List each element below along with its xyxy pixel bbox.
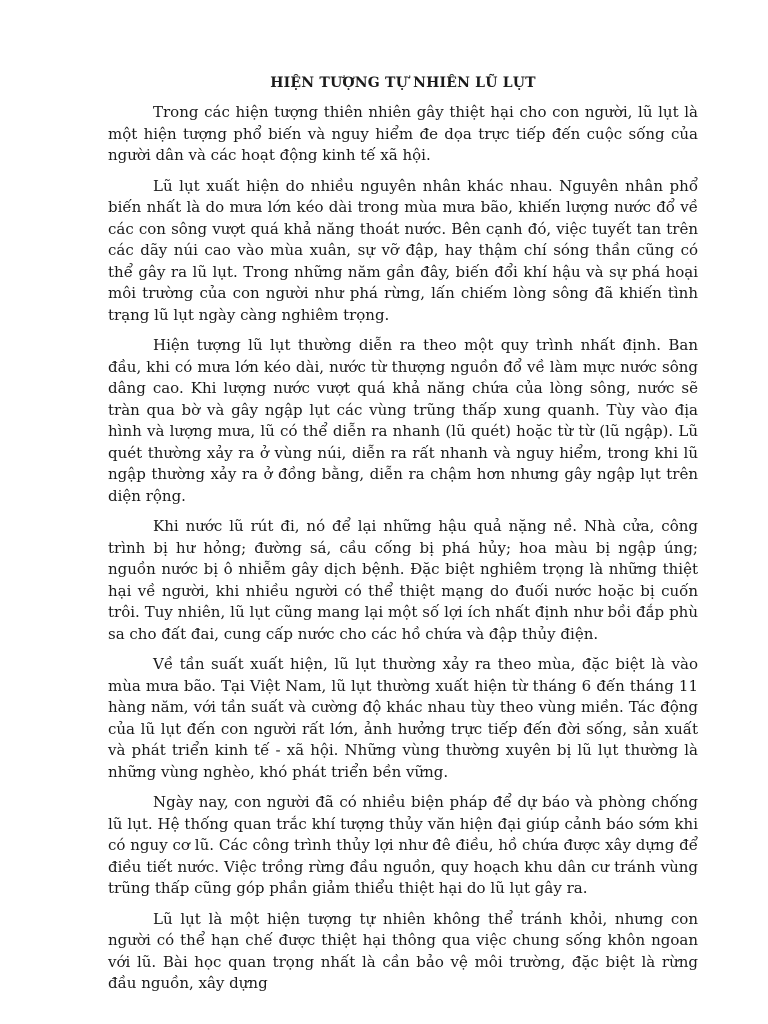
paragraph-consequences: Khi nước lũ rút đi, nó để lại những hậu quả nặng nề. Nhà cửa, công trình bị hư hỏng; đường sá, cầu cống bị phá hủy; hoa màu bị ngập úng; nguồn nước bị ô nhiễm gây dịch bệnh. Đặc biệt nghiêm trọng là những thiệt hại về người, khi nhiều người có thể thiệt mạng do đuối nước hoặc bị cuốn trôi. Tuy nhiên, lũ lụt cũng mang lại một số lợi ích nhất định như bồi đắp phù sa cho đất đai, cung cấp nước cho các hồ chứa và đập thủy điện. (108, 517, 698, 643)
paragraph-process: Hiện tượng lũ lụt thường diễn ra theo một quy trình nhất định. Ban đầu, khi có mưa lớn kéo dài, nước từ thượng nguồn đổ về làm mực nước sông dâng cao. Khi lượng nước vượt quá khả năng chứa của lòng sông, nước sẽ tràn qua bờ và gây ngập lụt các vùng trũng thấp xung quanh. Tùy vào địa hình và lượng mưa, lũ có thể diễn ra nhanh (lũ quét) hoặc từ từ (lũ ngập). Lũ quét thường xảy ra ở vùng núi, diễn ra rất nhanh và nguy hiểm, trong khi lũ ngập thường xảy ra ở đồng bằng, diễn ra chậm hơn nhưng gây ngập lụt trên diện rộng. (108, 336, 698, 505)
paragraph-conclusion: Lũ lụt là một hiện tượng tự nhiên không thể tránh khỏi, nhưng con người có thể hạn chế được thiệt hại thông qua việc chung sống khôn ngoan với lũ. Bài học quan trọng nhất là cần bảo vệ môi trường, đặc biệt là rừng đầu nguồn, xây dựng (108, 909, 698, 992)
paragraph-introduction: Trong các hiện tượng thiên nhiên gây thiệt hại cho con người, lũ lụt là một hiện tượng phổ biến và nguy hiểm đe dọa trực tiếp đến cuộc sống của người dân và các hoạt động kinh tế xã hội. (108, 103, 698, 164)
paragraph-causes: Lũ lụt xuất hiện do nhiều nguyên nhân khác nhau. Nguyên nhân phổ biến nhất là do mưa lớn kéo dài trong mùa mưa bão, khiến lượng nước đổ về các con sông vượt quá khả năng thoát nước. Bên cạnh đó, việc tuyết tan trên các dãy núi cao vào mùa xuân, sự vỡ đập, hay thậm chí sóng thần cũng có thể gây ra lũ lụt. Trong những năm gần đây, biến đổi khí hậu và sự phá hoại môi trường của con người như phá rừng, lấn chiếm lòng sông đã khiến tình trạng lũ lụt ngày càng nghiêm trọng. (108, 176, 698, 324)
paragraph-prevention: Ngày nay, con người đã có nhiều biện pháp để dự báo và phòng chống lũ lụt. Hệ thống quan trắc khí tượng thủy văn hiện đại giúp cảnh báo sớm khi có nguy cơ lũ. Các công trình thủy lợi như đê điều, hồ chứa được xây dựng để điều tiết nước. Việc trồng rừng đầu nguồn, quy hoạch khu dân cư tránh vùng trũng thấp cũng góp phần giảm thiểu thiệt hại do lũ lụt gây ra. (108, 793, 698, 897)
document-title: HIỆN TƯỢNG TỰ NHIÊN LŨ LỤT (270, 75, 536, 91)
paragraph-frequency: Về tần suất xuất hiện, lũ lụt thường xảy ra theo mùa, đặc biệt là vào mùa mưa bão. Tại Việt Nam, lũ lụt thường xuất hiện từ tháng 6 đến tháng 11 hàng năm, với tần suất và cường độ khác nhau tùy theo vùng miền. Tác động của lũ lụt đến con người rất lớn, ảnh hưởng trực tiếp đến đời sống, sản xuất và phát triển kinh tế - xã hội. Những vùng thường xuyên bị lũ lụt thường là những vùng nghèo, khó phát triển bền vững. (108, 655, 698, 781)
